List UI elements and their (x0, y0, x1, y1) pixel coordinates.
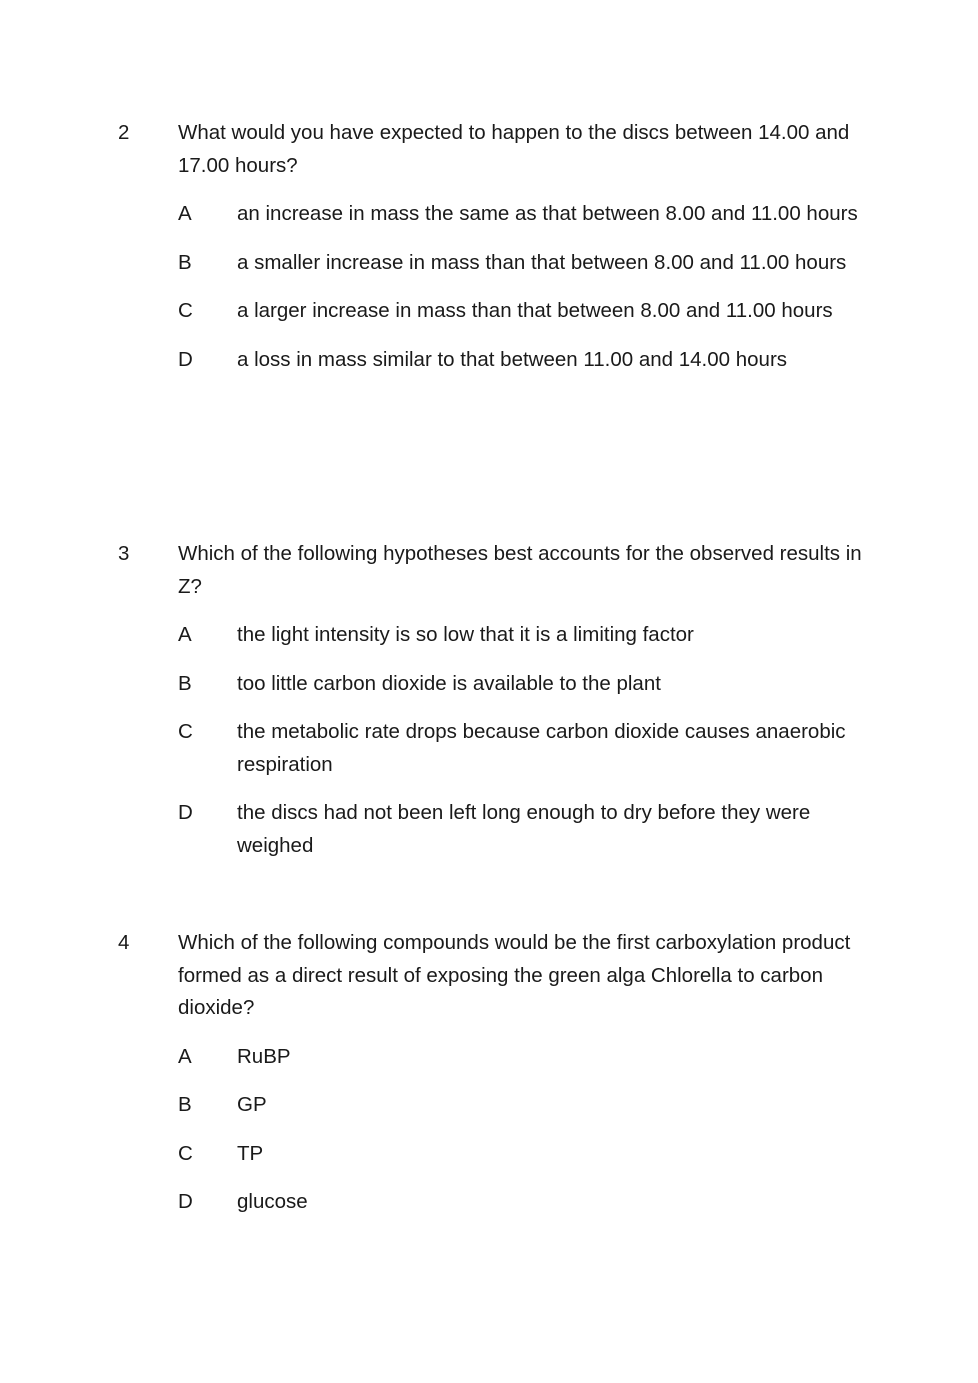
option-text: RuBP (237, 1044, 291, 1068)
option-letter: C (178, 1141, 193, 1165)
option-d (178, 344, 868, 377)
question-number: 3 (118, 542, 130, 565)
option-d (178, 797, 868, 862)
option-text: GP (237, 1093, 267, 1116)
option-letter: B (178, 250, 192, 274)
question-text: Which of the following hypotheses best accounts for the observed results in Z? (178, 542, 862, 598)
option-text: TP (237, 1141, 264, 1165)
option-text: too little carbon dioxide is available to the plant (237, 671, 661, 695)
question-text: Which of the following compounds would be the first carboxylation product formed as a direct result of exposing the green alga Chlorella to carbon dioxide? (178, 931, 851, 1019)
question-text: What would you have expected to happen to the discs between 14.00 and 17.00 hours? (178, 121, 850, 177)
option-letter: A (178, 202, 192, 225)
option-list (178, 619, 868, 862)
option-text: the light intensity is so low that it is a limiting factor (237, 623, 694, 646)
option-c (178, 295, 868, 328)
option-letter: B (178, 1093, 192, 1116)
option-d (178, 1186, 868, 1219)
question-2 (118, 117, 868, 392)
option-b (178, 247, 868, 280)
option-b (178, 668, 868, 701)
option-letter: C (178, 299, 193, 322)
option-b (178, 1089, 868, 1122)
option-a (178, 1041, 868, 1074)
option-list (178, 198, 868, 376)
option-c (178, 716, 868, 781)
option-text: a loss in mass similar to that between 11.00 and 14.00 hours (237, 347, 788, 371)
question-4 (118, 927, 868, 1235)
option-a (178, 619, 868, 652)
question-number: 4 (118, 931, 130, 954)
option-c (178, 1138, 868, 1171)
option-letter: D (178, 347, 193, 371)
option-letter: A (178, 1044, 192, 1068)
option-text: glucose (237, 1190, 308, 1213)
question-number: 2 (118, 121, 130, 144)
question-3 (118, 538, 868, 878)
option-letter: B (178, 671, 192, 695)
option-letter: D (178, 801, 193, 824)
option-letter: A (178, 623, 192, 646)
option-list (178, 1041, 868, 1219)
option-letter: D (178, 1190, 193, 1213)
option-text: a smaller increase in mass than that between 8.00 and 11.00 hours (237, 250, 847, 274)
option-text: a larger increase in mass than that between 8.00 and 11.00 hours (237, 299, 833, 322)
option-letter: C (178, 720, 193, 743)
option-text: the metabolic rate drops because carbon dioxide causes anaerobic respiration (237, 720, 846, 776)
option-a (178, 198, 868, 231)
option-text: the discs had not been left long enough to dry before they were weighed (237, 801, 811, 857)
option-text: an increase in mass the same as that between 8.00 and 11.00 hours (237, 202, 858, 225)
